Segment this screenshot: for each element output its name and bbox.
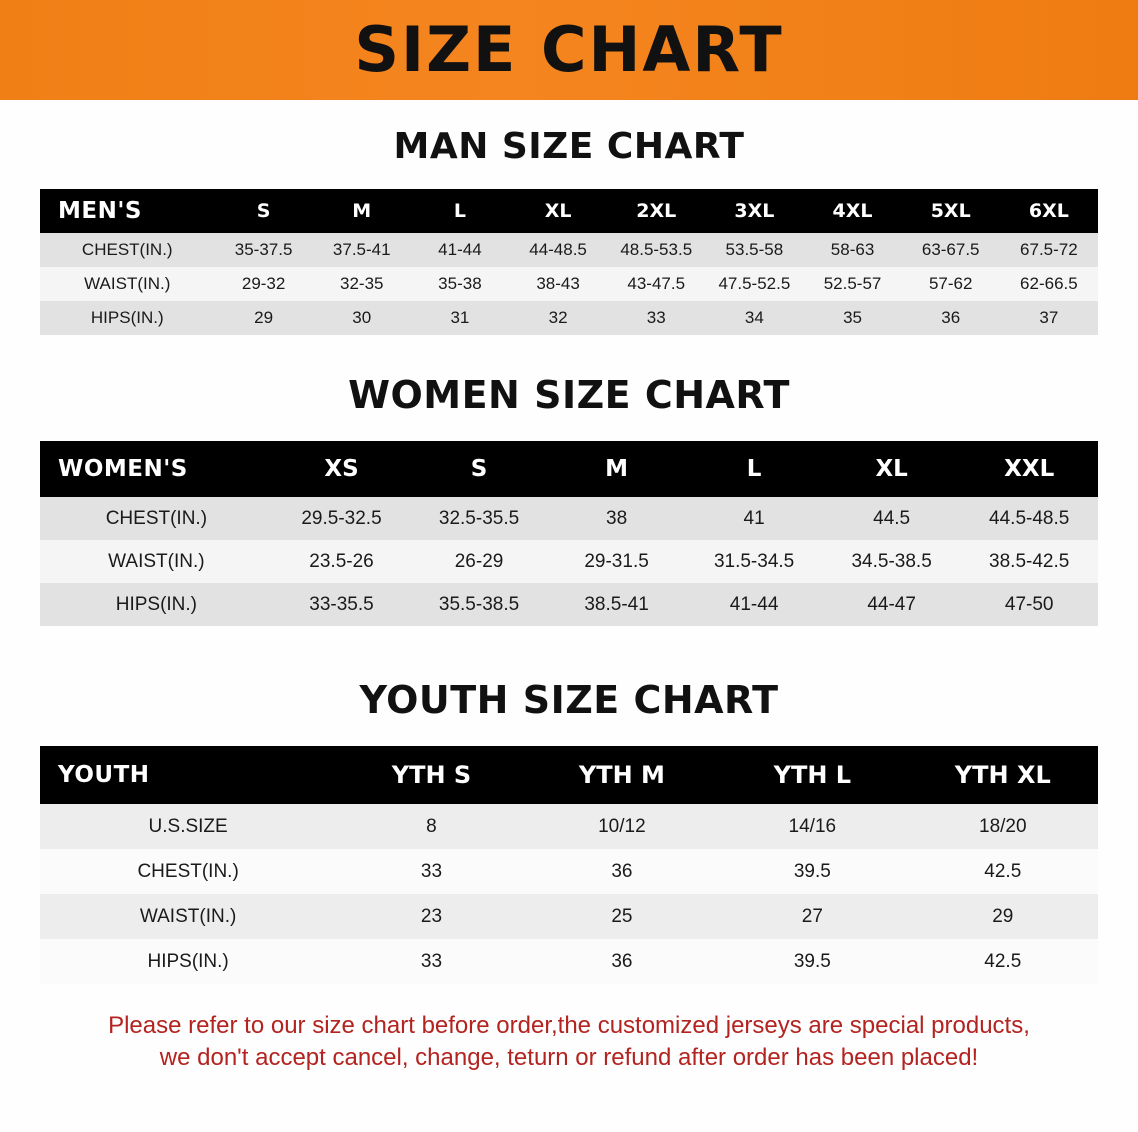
table-cell: 25 bbox=[611, 905, 633, 927]
table-row bbox=[40, 497, 1098, 540]
table-cell: 33 bbox=[646, 308, 666, 327]
table-cell: 47.5-52.5 bbox=[718, 274, 791, 293]
women-section-title: WOMEN SIZE CHART bbox=[348, 373, 790, 417]
table-cell: 58-63 bbox=[830, 240, 875, 259]
men-size-table bbox=[40, 189, 1098, 335]
table-cell: 29 bbox=[992, 905, 1014, 927]
women-table-header bbox=[40, 441, 1098, 497]
women-size-table bbox=[40, 441, 1098, 626]
table-cell: 52.5-57 bbox=[823, 274, 882, 293]
table-row bbox=[40, 804, 1098, 849]
table-cell: 36 bbox=[941, 308, 961, 327]
women-column-header: L bbox=[746, 456, 762, 482]
table-header-row bbox=[40, 746, 1098, 804]
row-label: CHEST(IN.) bbox=[81, 240, 173, 259]
women-column-header: S bbox=[470, 456, 488, 482]
youth-column-header: YTH XL bbox=[954, 761, 1051, 789]
table-cell: 10/12 bbox=[598, 815, 646, 837]
men-column-header: 3XL bbox=[734, 200, 775, 222]
table-cell: 18/20 bbox=[979, 815, 1027, 837]
youth-corner-label: YOUTH bbox=[58, 762, 150, 788]
table-row bbox=[40, 301, 1098, 335]
table-cell: 41-44 bbox=[729, 593, 779, 615]
table-cell: 26-29 bbox=[454, 550, 504, 572]
table-cell: 38.5-42.5 bbox=[989, 550, 1070, 572]
table-cell: 29.5-32.5 bbox=[301, 507, 382, 529]
table-cell: 36 bbox=[611, 860, 633, 882]
youth-column-header: YTH S bbox=[391, 761, 472, 789]
header-banner bbox=[0, 0, 1138, 100]
table-cell: 33-35.5 bbox=[309, 593, 374, 615]
men-column-header: L bbox=[453, 200, 466, 222]
youth-table-wrapper bbox=[0, 746, 1138, 984]
table-cell: 35.5-38.5 bbox=[438, 593, 520, 615]
row-label: WAIST(IN.) bbox=[139, 905, 237, 927]
men-column-header: 4XL bbox=[832, 200, 873, 222]
women-column-header: XS bbox=[324, 456, 359, 482]
table-cell: 41-44 bbox=[438, 240, 482, 259]
table-cell: 43-47.5 bbox=[627, 274, 686, 293]
table-cell: 34 bbox=[744, 308, 764, 327]
men-corner-label: MEN'S bbox=[58, 198, 142, 224]
table-cell: 30 bbox=[352, 308, 372, 327]
table-cell: 38.5-41 bbox=[584, 593, 649, 615]
youth-size-table bbox=[40, 746, 1098, 984]
table-row bbox=[40, 849, 1098, 894]
table-cell: 63-67.5 bbox=[921, 240, 980, 259]
footer-note-line-1: Please refer to our size chart before order,the customized jerseys are special products, bbox=[108, 1012, 1030, 1039]
table-cell: 36 bbox=[611, 950, 633, 972]
table-cell: 35-37.5 bbox=[234, 240, 293, 259]
table-cell: 34.5-38.5 bbox=[851, 550, 932, 572]
footer-note-line-2: we don't accept cancel, change, teturn or refund after order has been placed! bbox=[159, 1044, 979, 1072]
table-cell: 39.5 bbox=[793, 950, 831, 972]
women-column-header: XXL bbox=[1004, 456, 1055, 482]
table-cell: 37 bbox=[1039, 308, 1059, 327]
men-column-header: 2XL bbox=[636, 200, 677, 222]
table-cell: 29-31.5 bbox=[584, 550, 649, 572]
table-row bbox=[40, 267, 1098, 301]
row-label: CHEST(IN.) bbox=[137, 860, 239, 882]
table-cell: 42.5 bbox=[984, 860, 1022, 882]
table-cell: 38 bbox=[606, 507, 628, 529]
women-column-header: M bbox=[605, 456, 629, 482]
table-cell: 32.5-35.5 bbox=[438, 507, 520, 529]
women-table-body bbox=[40, 497, 1098, 626]
table-cell: 35-38 bbox=[438, 274, 482, 293]
man-table-wrapper bbox=[0, 189, 1138, 335]
row-label: CHEST(IN.) bbox=[105, 507, 208, 529]
men-column-header: S bbox=[256, 200, 271, 222]
table-cell: 14/16 bbox=[788, 815, 837, 837]
table-cell: 37.5-41 bbox=[332, 240, 391, 259]
table-cell: 31 bbox=[450, 308, 470, 327]
table-cell: 53.5-58 bbox=[725, 240, 784, 259]
table-row bbox=[40, 894, 1098, 939]
table-cell: 31.5-34.5 bbox=[713, 550, 795, 572]
table-header-row bbox=[40, 189, 1098, 233]
row-label: U.S.SIZE bbox=[148, 815, 228, 837]
table-cell: 39.5 bbox=[793, 860, 831, 882]
table-cell: 47-50 bbox=[1004, 593, 1054, 615]
page-title: SIZE CHART bbox=[354, 13, 784, 86]
man-section-title: MAN SIZE CHART bbox=[393, 126, 745, 167]
table-cell: 44.5-48.5 bbox=[989, 507, 1070, 529]
row-label: HIPS(IN.) bbox=[90, 308, 164, 327]
men-table-body bbox=[40, 233, 1098, 335]
table-cell: 35 bbox=[843, 308, 862, 327]
table-cell: 67.5-72 bbox=[1020, 240, 1078, 259]
table-cell: 48.5-53.5 bbox=[620, 240, 693, 259]
table-cell: 32 bbox=[548, 308, 568, 327]
youth-column-header: YTH M bbox=[578, 761, 665, 789]
women-column-header: XL bbox=[875, 456, 908, 482]
footer-note bbox=[40, 1010, 1098, 1075]
table-cell: 42.5 bbox=[984, 950, 1022, 972]
table-cell: 57-62 bbox=[928, 274, 973, 293]
men-column-header: M bbox=[352, 200, 372, 222]
table-cell: 44-48.5 bbox=[529, 240, 587, 259]
row-label: WAIST(IN.) bbox=[84, 274, 171, 293]
men-column-header: 5XL bbox=[930, 200, 971, 222]
table-row bbox=[40, 583, 1098, 626]
table-cell: 33 bbox=[420, 950, 443, 972]
table-cell: 32-35 bbox=[340, 274, 384, 293]
table-row bbox=[40, 233, 1098, 267]
table-cell: 29-32 bbox=[241, 274, 286, 293]
table-row bbox=[40, 540, 1098, 583]
table-cell: 62-66.5 bbox=[1020, 274, 1078, 293]
table-cell: 8 bbox=[426, 815, 437, 837]
table-cell: 38-43 bbox=[536, 274, 580, 293]
table-cell: 44.5 bbox=[873, 507, 911, 529]
row-label: HIPS(IN.) bbox=[147, 950, 229, 972]
women-corner-label: WOMEN'S bbox=[58, 456, 188, 482]
row-label: WAIST(IN.) bbox=[108, 550, 205, 572]
table-row bbox=[40, 939, 1098, 984]
youth-column-header: YTH L bbox=[773, 761, 852, 789]
table-cell: 44-47 bbox=[867, 593, 916, 615]
table-cell: 33 bbox=[420, 860, 443, 882]
men-column-header: XL bbox=[544, 200, 572, 222]
youth-table-body bbox=[40, 804, 1098, 984]
youth-section-title: YOUTH SIZE CHART bbox=[359, 678, 779, 722]
men-table-header bbox=[40, 189, 1098, 233]
women-table-wrapper bbox=[0, 441, 1138, 626]
men-column-header: 6XL bbox=[1028, 200, 1069, 222]
table-cell: 29 bbox=[254, 308, 274, 327]
youth-table-header bbox=[40, 746, 1098, 804]
table-cell: 27 bbox=[801, 905, 823, 927]
table-header-row bbox=[40, 441, 1098, 497]
table-cell: 41 bbox=[743, 507, 765, 529]
table-cell: 23 bbox=[420, 905, 443, 927]
row-label: HIPS(IN.) bbox=[115, 593, 198, 615]
table-cell: 23.5-26 bbox=[309, 550, 374, 572]
